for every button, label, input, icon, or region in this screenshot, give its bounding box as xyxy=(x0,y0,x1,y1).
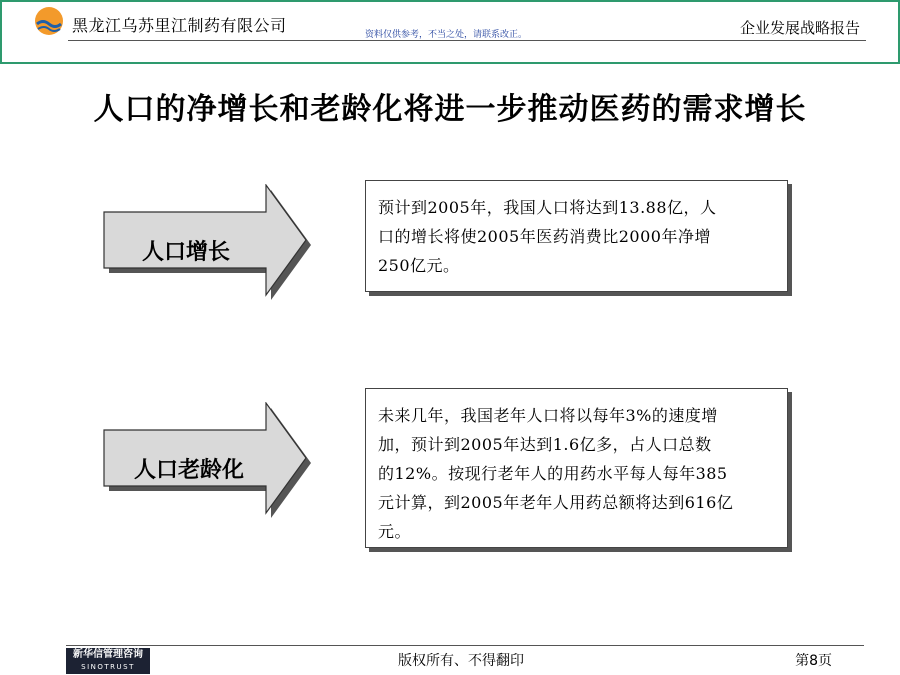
copyright-text: 版权所有、不得翻印 xyxy=(398,653,524,669)
company-name: 黑龙江乌苏里江制药有限公司 xyxy=(72,16,287,35)
text-box-population-growth xyxy=(365,180,788,292)
text-line: 未来几年，我国老年人口将以每年3%的速度增 xyxy=(378,406,718,425)
text-line: 元计算，到2005年老年人用药总额将达到616亿 xyxy=(378,493,734,512)
consulting-logo xyxy=(66,648,150,674)
slide-header xyxy=(0,0,900,64)
arrow-label-aging: 人口老龄化 xyxy=(134,457,245,483)
company-logo-icon xyxy=(34,6,64,36)
page-title: 人口的净增长和老龄化将进一步推动医药的需求增长 xyxy=(93,92,807,127)
text-line: 250亿元。 xyxy=(378,256,460,275)
arrow-label-population-growth: 人口增长 xyxy=(142,239,231,265)
footer-divider xyxy=(66,645,864,646)
text-line: 的12%。按现行老年人的用药水平每人每年385 xyxy=(378,464,728,483)
text-box-aging xyxy=(365,388,788,548)
text-line: 元。 xyxy=(378,522,412,541)
report-name: 企业发展战略报告 xyxy=(739,19,860,37)
text-line: 口的增长将使2005年医药消费比2000年净增 xyxy=(378,227,711,246)
text-line: 加，预计到2005年达到1.6亿多，占人口总数 xyxy=(378,435,712,454)
header-divider xyxy=(68,40,866,41)
consulting-logo-en: SINOTRUST xyxy=(81,663,135,671)
notice-text: 资料仅供参考，不当之处，请联系改正。 xyxy=(365,30,528,40)
consulting-logo-cn: 新华信管理咨询 xyxy=(73,649,143,660)
page-number: 第8页 xyxy=(795,653,832,669)
text-line: 预计到2005年，我国人口将达到13.88亿，人 xyxy=(378,198,717,217)
